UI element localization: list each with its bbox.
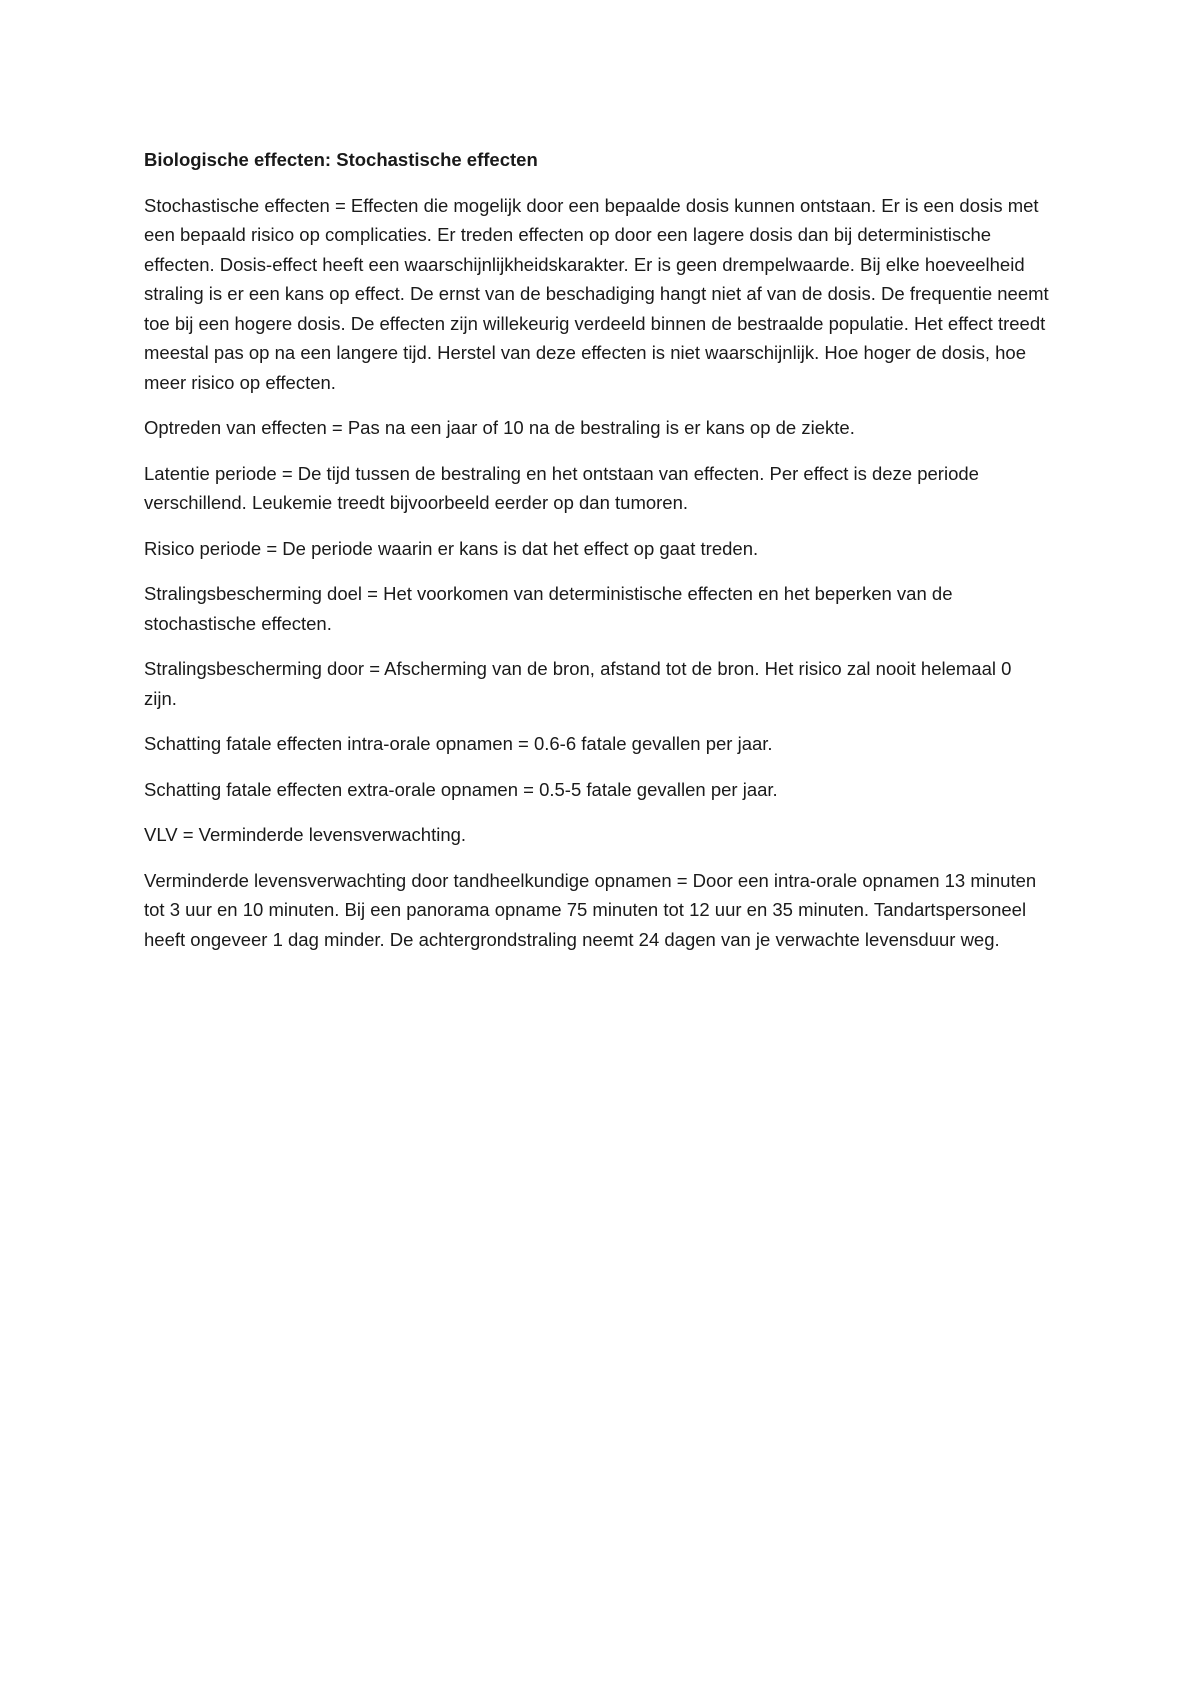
document-body bbox=[144, 145, 1049, 970]
paragraph-stochastische-effecten: Stochastische effecten = Effecten die mogelijk door een bepaalde dosis kunnen ontstaan. Er is een dosis met een bepaald risico op complicaties. Er treden effecten op door een lagere dosis dan bij deterministische effecten. Dosis-effect heeft een waarschijnlijkheidskarakter. Er is geen drempelwaarde. Bij elke hoeveelheid straling is er een kans op effect. De ernst van de beschadiging hangt niet af van de dosis. De frequentie neemt toe bij een hogere dosis. De effecten zijn willekeurig verdeeld binnen de bestraalde populatie. Het effect treedt meestal pas op na een langere tijd. Herstel van deze effecten is niet waarschijnlijk. Hoe hoger de dosis, hoe meer risico op effecten. bbox=[144, 194, 1049, 393]
paragraph-verminderde-levensverwachting: Verminderde levensverwachting door tandheelkundige opnamen = Door een intra-orale opnamen 13 minuten tot 3 uur en 10 minuten. Bij een panorama opname 75 minuten tot 12 uur en 35 minuten. Tandartspersoneel heeft ongeveer 1 dag minder. De achtergrondstraling neemt 24 dagen van je verwachte levensduur weg. bbox=[144, 869, 1037, 950]
paragraph-stralingsbescherming-door: Stralingsbescherming door = Afscherming van de bron, afstand tot de bron. Het risico zal nooit helemaal 0 zijn. bbox=[144, 658, 1012, 709]
paragraph-schatting-extra-orale: Schatting fatale effecten extra-orale opnamen = 0.5-5 fatale gevallen per jaar. bbox=[144, 778, 778, 800]
document-title: Biologische effecten: Stochastische effecten bbox=[144, 149, 538, 170]
paragraph-risico-periode: Risico periode = De periode waarin er kans is dat het effect op gaat treden. bbox=[144, 537, 759, 559]
paragraph-latentie-periode: Latentie periode = De tijd tussen de bestraling en het ontstaan van effecten. Per effect is deze periode verschillend. Leukemie treedt bijvoorbeeld eerder op dan tumoren. bbox=[144, 462, 979, 513]
paragraph-schatting-intra-orale: Schatting fatale effecten intra-orale opnamen = 0.6-6 fatale gevallen per jaar. bbox=[144, 733, 773, 754]
paragraph-stralingsbescherming-doel: Stralingsbescherming doel = Het voorkomen van deterministische effecten en het beperken van de stochastische effecten. bbox=[144, 583, 953, 634]
paragraph-vlv: VLV = Verminderde levensverwachting. bbox=[144, 824, 467, 845]
paragraph-optreden-van-effecten: Optreden van effecten = Pas na een jaar of 10 na de bestraling is er kans op de ziekte. bbox=[144, 417, 855, 438]
